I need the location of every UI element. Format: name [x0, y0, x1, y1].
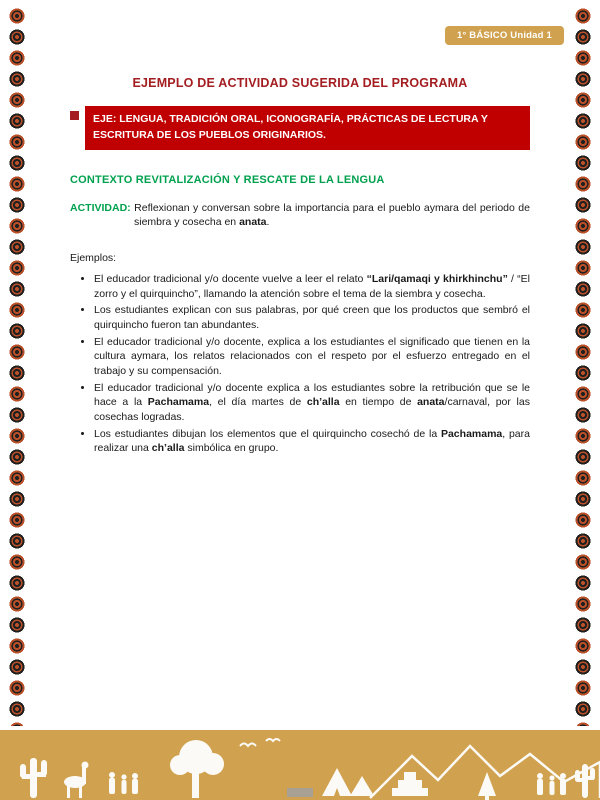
- page-title: EJEMPLO DE ACTIVIDAD SUGERIDA DEL PROGRAMA: [132, 76, 468, 90]
- examples-label: Ejemplos:: [70, 251, 117, 264]
- eje-banner: EJE: LENGUA, TRADICIÓN ORAL, ICONOGRAFÍA, PRÁCTICAS DE LECTURA Y ESCRITURA DE LOS PUEBLOS ORIGINARIOS.: [85, 106, 530, 150]
- tents-icon: [322, 768, 374, 796]
- context-heading: CONTEXTO REVITALIZACIÓN Y RESCATE DE LA LENGUA: [70, 173, 385, 186]
- left-border-pattern-icon: [7, 6, 27, 726]
- activity-paragraph: [70, 201, 530, 230]
- list-item: • Los estudiantes explican con sus palabras, por qué creen que los productos que sembró el quirquincho fueron tan abundantes.: [94, 303, 530, 332]
- list-item: • El educador tradicional y/o docente explica a los estudiantes sobre la retribución que se le hace a la Pachamama, el día martes de ch’alla en tiempo de anata/carnaval, por las cosechas logradas.: [94, 381, 530, 425]
- list-item: • El educador tradicional y/o docente, explica a los estudiantes el significado que tienen en la cultura aymara, los relatos relacionados con el respeto por el esfuerzo entregado en el trabajo y su compensación.: [94, 335, 530, 379]
- examples-list: [70, 272, 530, 456]
- pine-tree-icon: [478, 772, 496, 800]
- pyramid-icon: [392, 772, 428, 796]
- right-border-pattern-icon: [573, 6, 593, 726]
- activity-text: Reflexionan y conversan sobre la importancia para el pueblo aymara del periodo de siembra y cosecha en anata.: [134, 201, 530, 229]
- tree-icon: [170, 740, 224, 798]
- eje-row: [70, 106, 530, 150]
- cactus-icon: [575, 764, 595, 798]
- people-icon: [537, 773, 566, 795]
- unit-badge: 1° BÁSICO Unidad 1: [445, 26, 564, 45]
- list-item: • El educador tradicional y/o docente vuelve a leer el relato “Lari/qamaqi y khirkhinchu” / “El zorro y el quirquincho”, llamando la atención sobre el tema de la siembra y cosecha.: [94, 272, 530, 301]
- footer-mark: [287, 788, 313, 797]
- llama-icon: [64, 762, 89, 799]
- people-icon: [109, 772, 138, 794]
- list-item: • Los estudiantes dibujan los elementos que el quirquincho cosechó de la Pachamama, para realizar una ch’alla simbólica en grupo.: [94, 427, 530, 456]
- page-content: [70, 70, 530, 458]
- cactus-icon: [20, 758, 47, 798]
- birds-icon: [240, 739, 280, 746]
- footer-band: [0, 730, 600, 800]
- square-bullet-icon: [70, 111, 79, 120]
- activity-label: ACTIVIDAD:: [70, 201, 131, 214]
